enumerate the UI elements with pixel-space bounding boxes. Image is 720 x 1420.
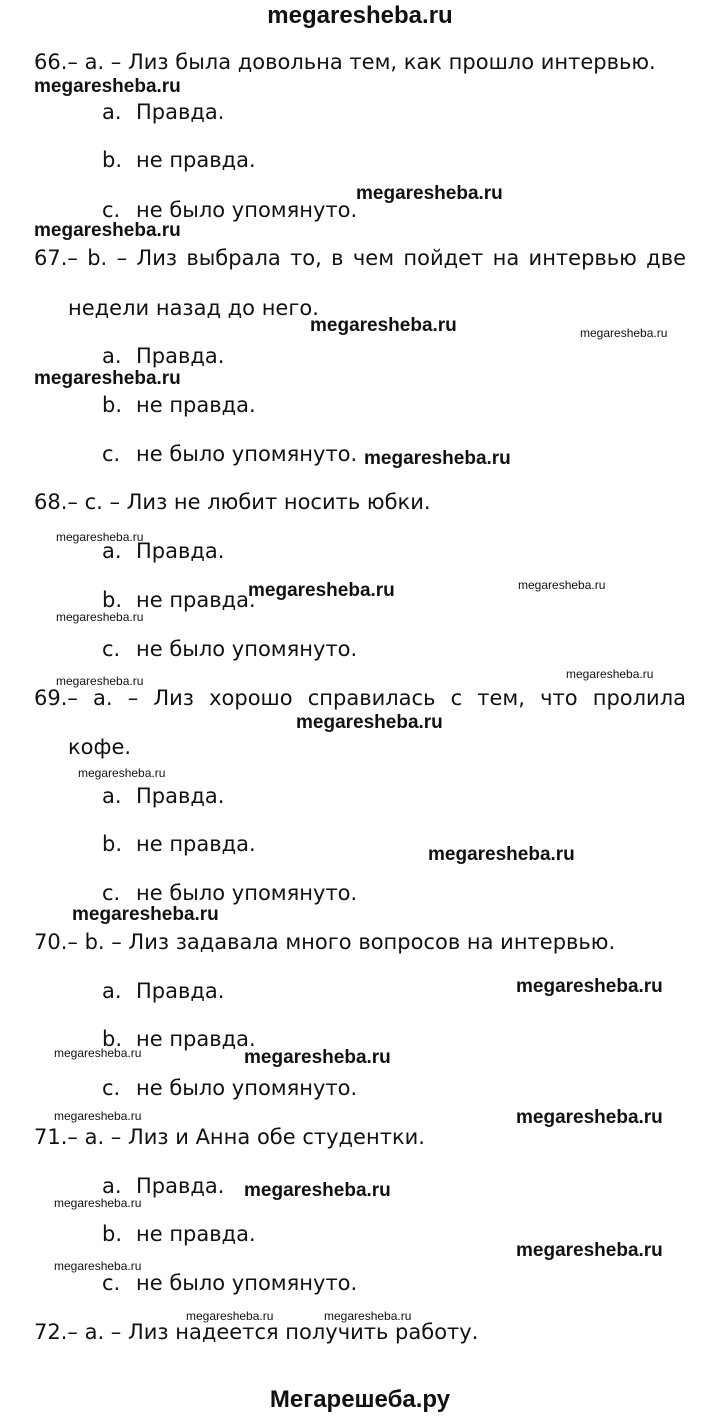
option-letter: b. xyxy=(102,588,123,612)
option-letter: a. xyxy=(102,344,122,368)
watermark: megaresheba.ru xyxy=(244,1047,391,1068)
q69-option-a xyxy=(102,784,224,808)
option-text: Правда. xyxy=(136,539,225,563)
option-text: Правда. xyxy=(136,100,225,124)
question-68: 68.– c. – Лиз не любит носить юбки. xyxy=(34,490,431,514)
option-text: Правда. xyxy=(136,979,225,1003)
option-text: Правда. xyxy=(136,1174,225,1198)
q69-option-c xyxy=(102,881,357,905)
option-letter: c. xyxy=(102,1076,121,1100)
option-text: не правда. xyxy=(136,1222,256,1246)
watermark: megaresheba.ru xyxy=(56,674,144,688)
option-text: не было упомянуто. xyxy=(136,442,358,466)
watermark: megaresheba.ru xyxy=(54,1109,142,1123)
option-text: Правда. xyxy=(136,344,225,368)
question-66: 66.– a. – Лиз была довольна тем, как прошло интервью. xyxy=(34,50,656,74)
watermark: megaresheba.ru xyxy=(56,610,144,624)
watermark: megaresheba.ru xyxy=(248,580,395,601)
watermark: megaresheba.ru xyxy=(34,76,181,97)
q66-option-b xyxy=(102,148,256,172)
option-letter: b. xyxy=(102,148,123,172)
option-letter: c. xyxy=(102,442,121,466)
option-letter: a. xyxy=(102,979,122,1003)
watermark: megaresheba.ru xyxy=(296,712,443,733)
watermark: megaresheba.ru xyxy=(54,1259,142,1273)
q67-option-c xyxy=(102,442,357,466)
option-text: не было упомянуто. xyxy=(136,1271,358,1295)
question-70: 70.– b. – Лиз задавала много вопросов на интервью. xyxy=(34,930,616,954)
q71-option-a xyxy=(102,1174,224,1198)
question-69: 69.– a. – Лиз хорошо справилась с тем, что пролила xyxy=(34,686,686,710)
q70-option-a xyxy=(102,979,224,1003)
option-letter: a. xyxy=(102,100,122,124)
option-letter: b. xyxy=(102,1222,123,1246)
page-footer-site-name: Мегарешеба.ру xyxy=(269,1386,451,1413)
watermark: megaresheba.ru xyxy=(54,1196,142,1210)
watermark: megaresheba.ru xyxy=(566,667,654,681)
page-header-site-name: megaresheba.ru xyxy=(267,2,453,29)
watermark: megaresheba.ru xyxy=(356,183,503,204)
q71-option-c xyxy=(102,1271,357,1295)
q70-option-c xyxy=(102,1076,357,1100)
watermark: megaresheba.ru xyxy=(364,448,511,469)
watermark: megaresheba.ru xyxy=(56,530,144,544)
watermark: megaresheba.ru xyxy=(516,1240,663,1261)
q67-option-b xyxy=(102,393,256,417)
question-67-continuation: недели назад до него. xyxy=(68,296,319,320)
watermark: megaresheba.ru xyxy=(54,1046,142,1060)
watermark: megaresheba.ru xyxy=(516,976,663,997)
option-text: не правда. xyxy=(136,393,256,417)
option-text: не правда. xyxy=(136,148,256,172)
option-text: не правда. xyxy=(136,1027,256,1051)
watermark: megaresheba.ru xyxy=(310,315,457,336)
option-text: Правда. xyxy=(136,784,225,808)
q66-option-c xyxy=(102,198,357,222)
option-letter: b. xyxy=(102,1027,123,1051)
watermark: megaresheba.ru xyxy=(580,326,668,340)
q69-option-b xyxy=(102,832,256,856)
watermark: megaresheba.ru xyxy=(518,578,606,592)
question-69-continuation: кофе. xyxy=(68,735,132,759)
option-letter: a. xyxy=(102,539,122,563)
option-text: не правда. xyxy=(136,832,256,856)
watermark: megaresheba.ru xyxy=(34,368,181,389)
watermark: megaresheba.ru xyxy=(244,1180,391,1201)
question-72: 72.– a. – Лиз надеется получить работу. xyxy=(34,1320,479,1344)
option-letter: c. xyxy=(102,198,121,222)
option-letter: b. xyxy=(102,393,123,417)
option-letter: c. xyxy=(102,637,121,661)
option-text: не было упомянуто. xyxy=(136,1076,358,1100)
watermark: megaresheba.ru xyxy=(516,1107,663,1128)
q68-option-c xyxy=(102,637,357,661)
option-letter: b. xyxy=(102,832,123,856)
option-text: не было упомянуто. xyxy=(136,637,358,661)
question-71: 71.– a. – Лиз и Анна обе студентки. xyxy=(34,1125,425,1149)
watermark: megaresheba.ru xyxy=(72,904,219,925)
q68-option-b xyxy=(102,588,256,612)
q66-option-a xyxy=(102,100,224,124)
watermark: megaresheba.ru xyxy=(428,844,575,865)
option-text: не правда. xyxy=(136,588,256,612)
question-67: 67.– b. – Лиз выбрала то, в чем пойдет на интервью две xyxy=(34,246,686,270)
option-letter: a. xyxy=(102,1174,122,1198)
option-letter: c. xyxy=(102,881,121,905)
watermark: megaresheba.ru xyxy=(186,1309,274,1323)
q67-option-a xyxy=(102,344,224,368)
option-letter: c. xyxy=(102,1271,121,1295)
watermark: megaresheba.ru xyxy=(34,220,181,241)
option-letter: a. xyxy=(102,784,122,808)
option-text: не было упомянуто. xyxy=(136,198,358,222)
q71-option-b xyxy=(102,1222,256,1246)
option-text: не было упомянуто. xyxy=(136,881,358,905)
watermark: megaresheba.ru xyxy=(324,1309,412,1323)
watermark: megaresheba.ru xyxy=(78,766,166,780)
